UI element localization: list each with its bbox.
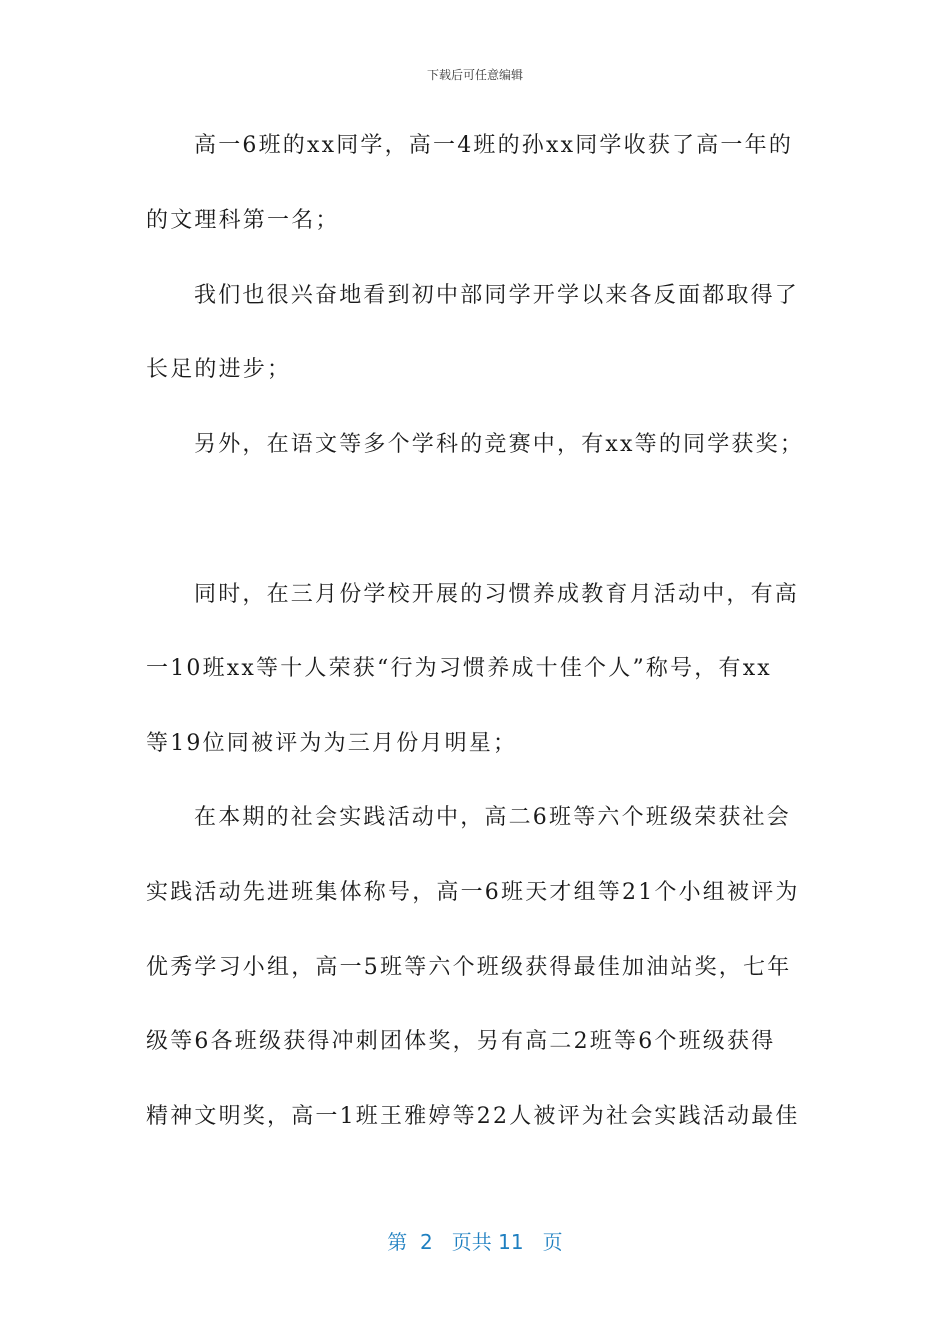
page-number-footer: 第 2 页共 11 页: [387, 1230, 563, 1254]
paragraph-line: 同时，在三月份学校开展的习惯养成教育月活动中，有高: [194, 582, 800, 607]
paragraph-line: 我们也很兴奋地看到初中部同学开学以来各反面都取得了: [194, 283, 800, 308]
paragraph-line: 级等6各班级获得冲刺团体奖，另有高二2班等6个班级获得: [146, 1029, 776, 1054]
paragraph-line: 在本期的社会实践活动中，高二6班等六个班级荣获社会: [194, 805, 791, 830]
paragraph-line: 等19位同被评为为三月份月明星；: [146, 731, 518, 756]
paragraph-line: 另外，在语文等多个学科的竞赛中，有xx等的同学获奖；: [194, 432, 805, 457]
paragraph-line: 优秀学习小组，高一5班等六个班级获得最佳加油站奖，七年: [146, 955, 792, 980]
paragraph-line: 长足的进步；: [146, 357, 292, 382]
paragraph-line: 实践活动先进班集体称号，高一6班天才组等21个小组被评为: [146, 880, 800, 905]
page-header-note: 下载后可任意编辑: [426, 68, 523, 82]
paragraph-line: 一10班xx等十人荣获“行为习惯养成十佳个人”称号，有xx: [146, 656, 772, 681]
paragraph-line: 精神文明奖，高一1班王雅婷等22人被评为社会实践活动最佳: [146, 1104, 800, 1129]
paragraph-line: 高一6班的xx同学，高一4班的孙xx同学收获了高一年的: [194, 133, 794, 158]
paragraph-line: 的文理科第一名；: [146, 208, 340, 233]
